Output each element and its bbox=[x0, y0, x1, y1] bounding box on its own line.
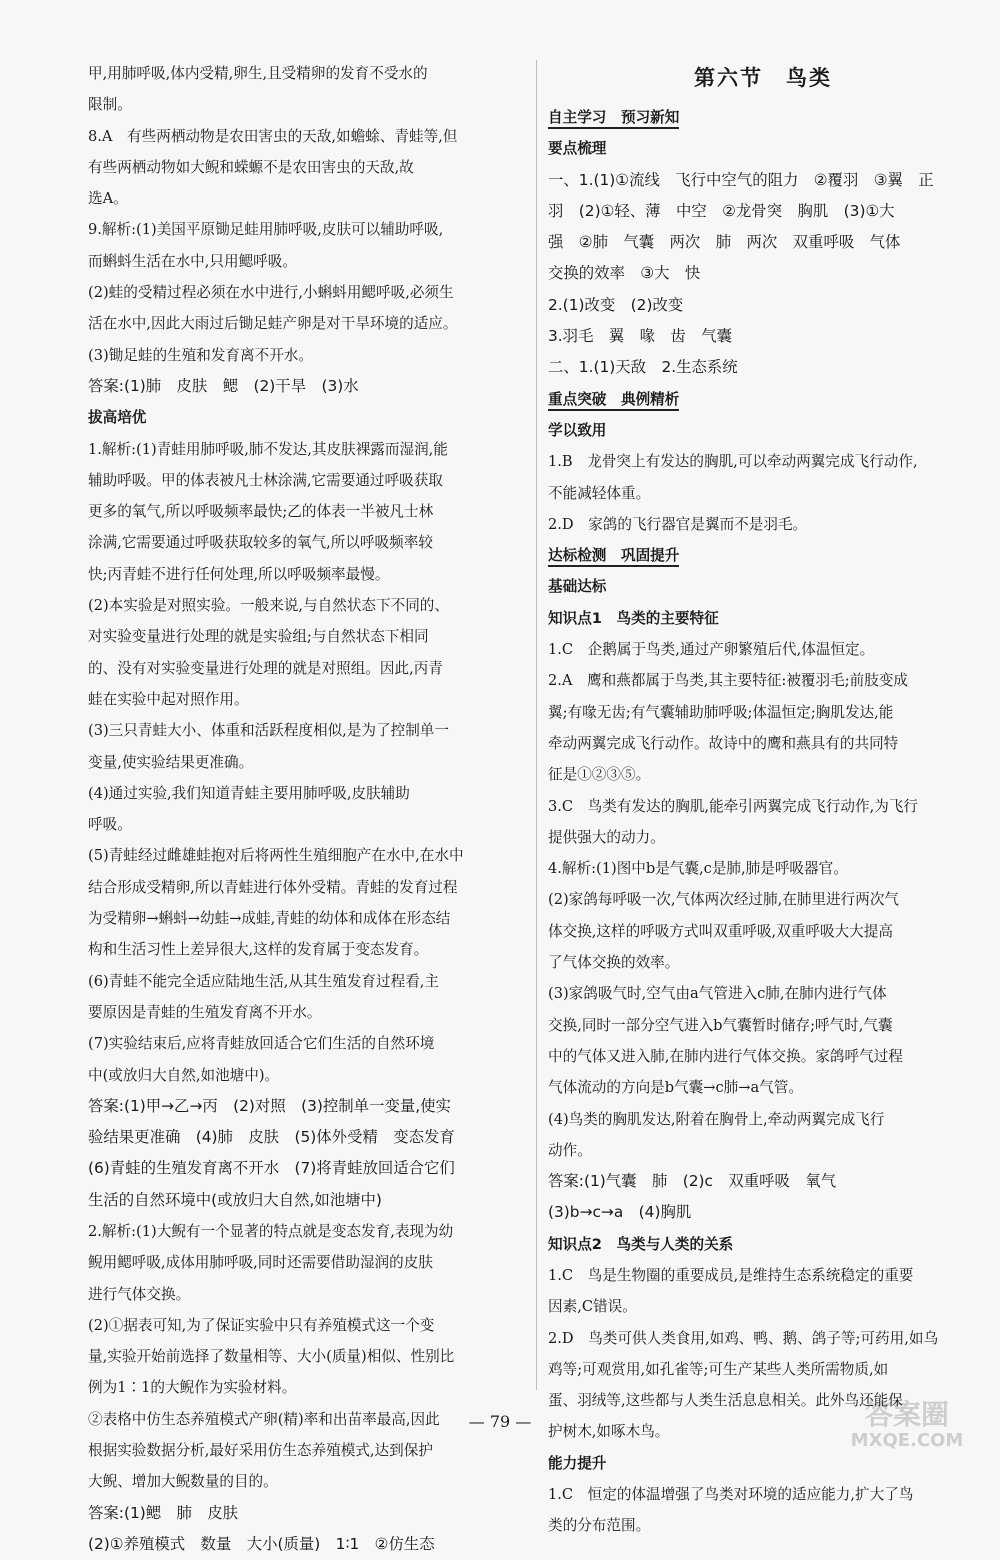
text-line: 变量,使实验结果更准确。 bbox=[88, 753, 254, 771]
answer-line: 3.羽毛 翼 喙 齿 气囊 bbox=[548, 327, 732, 346]
text-line: (2)本实验是对照实验。一般来说,与自然状态下不同的、 bbox=[88, 597, 449, 615]
text-line: (2)家鸽每呼吸一次,气体两次经过肺,在肺里进行两次气 bbox=[548, 891, 900, 909]
text-line: 中(或放归大自然,如池塘中)。 bbox=[88, 1066, 280, 1084]
section-heading: 学以致用 bbox=[548, 421, 607, 439]
text-line: 征是①②③⑤。 bbox=[548, 766, 651, 784]
text-line: 2.A 鹰和燕都属于鸟类,其主要特征:被覆羽毛;前肢变成 bbox=[548, 672, 909, 690]
answer-line: 生活的自然环境中(或放归大自然,如池塘中) bbox=[88, 1190, 382, 1209]
watermark-url: MXQE.COM bbox=[850, 1430, 964, 1451]
text-line: 护树木,如啄木鸟。 bbox=[548, 1423, 670, 1441]
text-line: 涂满,它需要通过呼吸获取较多的氧气,所以呼吸频率较 bbox=[88, 534, 433, 552]
text-line: 不能减轻体重。 bbox=[548, 484, 651, 502]
text-line: 大鲵、增加大鲵数量的目的。 bbox=[88, 1473, 278, 1491]
text-line: 辅助呼吸。甲的体表被凡士林涂满,它需要通过呼吸获取 bbox=[88, 471, 443, 489]
answer-line: 强 ②肺 气囊 两次 肺 两次 双重呼吸 气体 bbox=[548, 233, 901, 252]
text-line: 限制。 bbox=[88, 96, 132, 114]
section-heading: 拔高培优 bbox=[88, 409, 147, 427]
section-heading: 知识点2 鸟类与人类的关系 bbox=[548, 1235, 734, 1253]
text-line: 活在水中,因此大雨过后锄足蛙产卵是对干旱环境的适应。 bbox=[88, 315, 458, 333]
answer-line: 答案:(1)肺 皮肤 鳃 (2)干旱 (3)水 bbox=[88, 376, 359, 395]
left-column bbox=[88, 58, 524, 1560]
text-line: 1.解析:(1)青蛙用肺呼吸,肺不发达,其皮肤裸露而湿润,能 bbox=[88, 440, 448, 458]
text-line: 构和生活习性上差异很大,这样的发育属于变态发育。 bbox=[88, 941, 429, 959]
text-line: 1.C 鸟是生物圈的重要成员,是维持生态系统稳定的重要 bbox=[548, 1266, 914, 1284]
text-line: 牵动两翼完成飞行动作。故诗中的鹰和燕具有的共同特 bbox=[548, 734, 899, 752]
text-line: 9.解析:(1)美国平原锄足蛙用肺呼吸,皮肤可以辅助呼吸, bbox=[88, 221, 444, 239]
banner-label: 自主学习 预习新知 bbox=[548, 109, 679, 129]
answer-line: 羽 (2)①轻、薄 中空 ②龙骨突 胸肌 (3)①大 bbox=[548, 201, 895, 220]
text-line: 呼吸。 bbox=[88, 816, 132, 834]
text-line: (3)锄足蛙的生殖和发育离不开水。 bbox=[88, 346, 313, 364]
text-line: 因素,C错误。 bbox=[548, 1298, 637, 1316]
text-line: 2.解析:(1)大鲵有一个显著的特点就是变态发育,表现为幼 bbox=[88, 1222, 454, 1240]
answer-line: 答案:(1)甲→乙→丙 (2)对照 (3)控制单一变量,使实 bbox=[88, 1096, 451, 1115]
section-heading: 能力提升 bbox=[548, 1454, 607, 1472]
watermark-logo bbox=[832, 1400, 982, 1456]
text-line: 甲,用肺呼吸,体内受精,卵生,且受精卵的发育不受水的 bbox=[88, 65, 428, 82]
text-line: 而蝌蚪生活在水中,只用鳃呼吸。 bbox=[88, 252, 297, 270]
section-heading: 知识点1 鸟类的主要特征 bbox=[548, 609, 719, 627]
text-line: 1.C 恒定的体温增强了鸟类对环境的适应能力,扩大了鸟 bbox=[548, 1486, 914, 1504]
text-line: 体交换,这样的呼吸方式叫双重呼吸,双重呼吸大大提高 bbox=[548, 922, 893, 940]
text-line: 蛙在实验中起对照作用。 bbox=[88, 690, 249, 708]
text-line: 4.解析:(1)图中b是气囊,c是肺,肺是呼吸器官。 bbox=[548, 860, 848, 878]
answer-line: (6)青蛙的生殖发育离不开水 (7)将青蛙放回适合它们 bbox=[88, 1159, 455, 1178]
text-line: 提供强大的动力。 bbox=[548, 828, 665, 846]
text-line: 中的气体又进入肺,在肺内进行气体交换。家鸽呼气过程 bbox=[548, 1047, 903, 1065]
answer-line: (3)b→c→a (4)胸肌 bbox=[548, 1203, 692, 1222]
text-line: 的、没有对实验变量进行处理的就是对照组。因此,丙青 bbox=[88, 659, 443, 677]
text-line: 量,实验开始前选择了数量相等、大小(质量)相似、性别比 bbox=[88, 1348, 455, 1366]
answer-line: 验结果更准确 (4)肺 皮肤 (5)体外受精 变态发育 bbox=[88, 1128, 455, 1147]
text-line: 根据实验数据分析,最好采用仿生态养殖模式,达到保护 bbox=[88, 1442, 433, 1460]
text-line: 快;丙青蛙不进行任何处理,所以呼吸频率最慢。 bbox=[88, 565, 390, 583]
banner-label: 达标检测 巩固提升 bbox=[548, 547, 679, 567]
text-line: 1.B 龙骨突上有发达的胸肌,可以牵动两翼完成飞行动作, bbox=[548, 453, 918, 471]
section-title: 第六节 鸟类 bbox=[694, 66, 832, 90]
text-line: (7)实验结束后,应将青蛙放回适合它们生活的自然环境 bbox=[88, 1035, 435, 1053]
text-line: ②表格中仿生态养殖模式产卵(精)率和出苗率最高,因此 bbox=[88, 1410, 440, 1428]
answer-line: (2)①养殖模式 数量 大小(质量) 1∶1 ②仿生态 bbox=[88, 1534, 435, 1553]
text-line: 鲵用鳃呼吸,成体用肺呼吸,同时还需要借助湿润的皮肤 bbox=[88, 1254, 433, 1272]
text-line: (3)家鸽吸气时,空气由a气管进入c肺,在肺内进行气体 bbox=[548, 985, 887, 1003]
column-divider bbox=[536, 60, 537, 1390]
banner-label: 重点突破 典例精析 bbox=[548, 391, 679, 411]
section-heading: 要点梳理 bbox=[548, 140, 607, 158]
text-line: 蛋、羽绒等,这些都与人类生活息息相关。此外鸟还能保 bbox=[548, 1392, 903, 1410]
text-line: (5)青蛙经过雌雄蛙抱对后将两性生殖细胞产在水中,在水中 bbox=[88, 847, 464, 865]
answer-line: 交换的效率 ③大 快 bbox=[548, 264, 701, 283]
text-line: 翼;有喙无齿;有气囊辅助肺呼吸;体温恒定;胸肌发达,能 bbox=[548, 703, 894, 721]
text-line: 对实验变量进行处理的就是实验组;与自然状态下相同 bbox=[88, 628, 429, 646]
answer-line: 答案:(1)鳃 肺 皮肤 bbox=[88, 1503, 239, 1522]
text-line: 1.C 企鹅属于鸟类,通过产卵繁殖后代,体温恒定。 bbox=[548, 641, 875, 659]
text-line: (2)①据表可知,为了保证实验中只有养殖模式这一个变 bbox=[88, 1316, 435, 1334]
answer-line: 一、1.(1)①流线 飞行中空气的阻力 ②覆羽 ③翼 正 bbox=[548, 170, 934, 189]
section-banner bbox=[548, 102, 978, 133]
text-line: 2.D 鸟类可供人类食用,如鸡、鸭、鹅、鸽子等;可药用,如乌 bbox=[548, 1329, 939, 1347]
text-line: 鸡等;可观赏用,如孔雀等;可生产某些人类所需物质,如 bbox=[548, 1360, 889, 1378]
text-line: 动作。 bbox=[548, 1141, 592, 1159]
text-line: 了气体交换的效率。 bbox=[548, 954, 680, 972]
text-line: (3)三只青蛙大小、体重和活跃程度相似,是为了控制单一 bbox=[88, 722, 449, 740]
text-line: (6)青蛙不能完全适应陆地生活,从其生殖发育过程看,主 bbox=[88, 972, 440, 990]
text-line: 选A。 bbox=[88, 190, 128, 208]
page-number: — 79 — bbox=[468, 1412, 532, 1431]
text-line: 2.D 家鸽的飞行器官是翼而不是羽毛。 bbox=[548, 515, 808, 533]
text-line: (4)通过实验,我们知道青蛙主要用肺呼吸,皮肤辅助 bbox=[88, 784, 410, 802]
section-banner bbox=[548, 540, 978, 571]
right-body bbox=[548, 102, 978, 1542]
section-heading: 基础达标 bbox=[548, 578, 607, 596]
right-column bbox=[548, 58, 978, 1542]
text-line: 3.C 鸟类有发达的胸肌,能牵引两翼完成飞行动作,为飞行 bbox=[548, 797, 919, 815]
text-line: 有些两栖动物如大鲵和蝾螈不是农田害虫的天敌,故 bbox=[88, 158, 414, 176]
text-line: 气体流动的方向是b气囊→c肺→a气管。 bbox=[548, 1079, 803, 1097]
answer-line: 2.(1)改变 (2)改变 bbox=[548, 295, 684, 314]
text-line: (4)鸟类的胸肌发达,附着在胸骨上,牵动两翼完成飞行 bbox=[548, 1110, 885, 1128]
text-line: (2)蛙的受精过程必须在水中进行,小蝌蚪用鳃呼吸,必须生 bbox=[88, 284, 454, 302]
text-line: 更多的氧气,所以呼吸频率最快;乙的体表一半被凡士林 bbox=[88, 503, 434, 521]
text-line: 例为1∶1的大鲵作为实验材料。 bbox=[88, 1379, 297, 1397]
text-line: 结合形成受精卵,所以青蛙进行体外受精。青蛙的发育过程 bbox=[88, 878, 458, 896]
text-line: 进行气体交换。 bbox=[88, 1285, 191, 1303]
section-banner bbox=[548, 384, 978, 415]
text-line: 类的分布范围。 bbox=[548, 1517, 651, 1535]
watermark-text: 答案圈 bbox=[864, 1398, 949, 1431]
text-line: 8.A 有些两栖动物是农田害虫的天敌,如蟾蜍、青蛙等,但 bbox=[88, 127, 458, 145]
answer-line: 答案:(1)气囊 肺 (2)c 双重呼吸 氧气 bbox=[548, 1172, 837, 1191]
text-line: 要原因是青蛙的生殖发育离不开水。 bbox=[88, 1003, 322, 1021]
text-line: 交换,同时一部分空气进入b气囊暂时储存;呼气时,气囊 bbox=[548, 1016, 893, 1034]
text-line: 为受精卵→蝌蚪→幼蛙→成蛙,青蛙的幼体和成体在形态结 bbox=[88, 910, 451, 928]
answer-line: 二、1.(1)天敌 2.生态系统 bbox=[548, 358, 738, 377]
